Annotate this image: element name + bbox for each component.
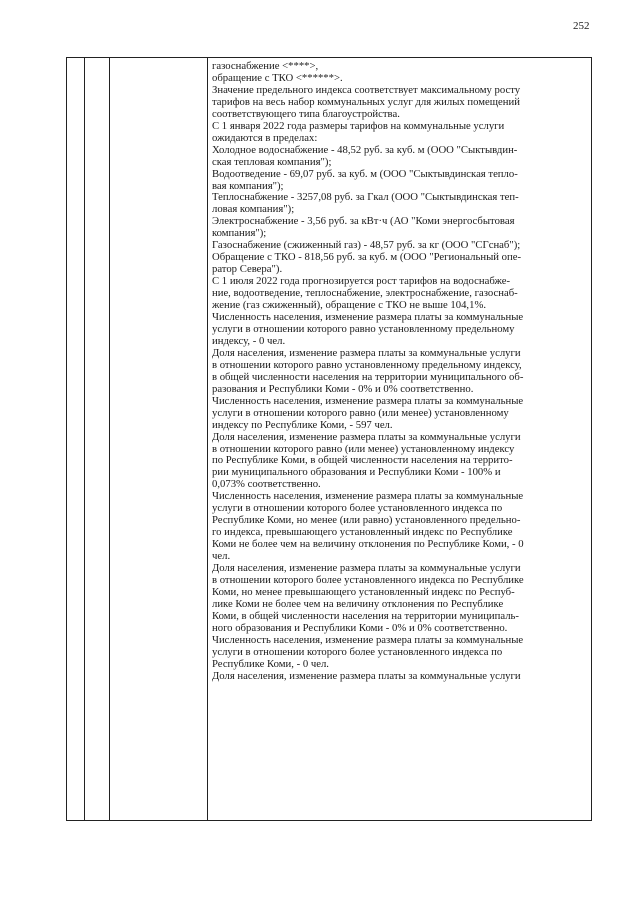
column-separator xyxy=(207,58,208,820)
text-line: ратор Севера"). xyxy=(212,264,283,276)
text-line: по Республике Коми, в общей численности населения на террито- xyxy=(212,455,513,467)
text-line: С 1 июля 2022 года прогнозируется рост тарифов на водоснабже- xyxy=(212,276,511,288)
text-line: Численность населения, изменение размера платы за коммунальные xyxy=(212,634,524,646)
text-line: обращение с ТКО <******>. xyxy=(212,72,343,84)
text-line: Коми, но менее превышающего установленный индекс по Респуб- xyxy=(212,586,515,598)
text-line: индексу по Республике Коми, - 597 чел. xyxy=(212,419,393,431)
text-line: газоснабжение <****>, xyxy=(212,61,319,72)
text-line: тарифов на весь набор коммунальных услуг для жилых помещений xyxy=(212,96,520,108)
text-line: 0,073% соответственно. xyxy=(212,479,321,491)
text-line: ловая компания"); xyxy=(212,204,295,216)
text-line: ние, водоотведение, теплоснабжение, электроснабжение, газоснаб- xyxy=(212,288,518,300)
text-line: Электроснабжение - 3,56 руб. за кВт·ч (АО "Коми энергосбытовая xyxy=(212,216,515,228)
text-line: ская тепловая компания"); xyxy=(212,156,332,168)
text-line: Коми, в общей численности населения на территории муниципаль- xyxy=(212,610,519,622)
text-line: в отношении которого более установленного индекса по Республике xyxy=(212,574,524,586)
text-line: чел. xyxy=(212,551,231,563)
column-separator xyxy=(109,58,110,820)
column-separator xyxy=(84,58,85,820)
text-line: в отношении которого равно (или менее) установленному индексу xyxy=(212,443,515,455)
text-line: Холодное водоснабжение - 48,52 руб. за куб. м (ООО "Сыктывдин- xyxy=(212,144,518,156)
text-line: услуги в отношении которого более установленного индекса по xyxy=(212,503,503,515)
text-line: Численность населения, изменение размера платы за коммунальные xyxy=(212,491,524,503)
text-line: Газоснабжение (сжиженный газ) - 48,57 руб. за кг (ООО "СГснаб"); xyxy=(212,240,521,252)
text-line: Республике Коми, но менее (или равно) установленного предельно- xyxy=(212,515,521,527)
text-line: услуги в отношении которого более установленного индекса по xyxy=(212,646,503,658)
text-line: Численность населения, изменение размера платы за коммунальные xyxy=(212,395,524,407)
text-line: рии муниципального образования и Республики Коми - 100% и xyxy=(212,467,501,479)
text-line: Значение предельного индекса соответствует максимальному росту xyxy=(212,84,521,96)
text-line: услуги в отношении которого равно (или менее) установленному xyxy=(212,407,509,419)
text-line: услуги в отношении которого равно установленному предельному xyxy=(212,323,515,335)
text-line: индексу, - 0 чел. xyxy=(212,335,286,347)
text-line: Водоотведение - 69,07 руб. за куб. м (ООО "Сыктывдинская тепло- xyxy=(212,168,518,180)
text-line: компания"); xyxy=(212,228,267,240)
text-line: в отношении которого равно установленному предельному индексу, xyxy=(212,359,522,371)
table-cell-text xyxy=(212,61,585,683)
text-line: Доля населения, изменение размера платы за коммунальные услуги xyxy=(212,347,521,359)
text-line: Теплоснабжение - 3257,08 руб. за Гкал (ООО "Сыктывдинская теп- xyxy=(212,192,519,204)
text-line: вая компания"); xyxy=(212,180,284,192)
text-line: лике Коми не более чем на величину отклонения по Республике xyxy=(212,598,504,610)
page-number: 252 xyxy=(573,20,590,32)
text-line: Доля населения, изменение размера платы за коммунальные услуги xyxy=(212,670,521,682)
text-line: жение (газ сжиженный), обращение с ТКО не выше 104,1%. xyxy=(212,300,487,312)
text-line: ного образования и Республики Коми - 0% и 0% соответственно. xyxy=(212,622,508,634)
text-line: Коми не более чем на величину отклонения по Республике Коми, - 0 xyxy=(212,539,524,551)
text-line: ожидаются в пределах: xyxy=(212,132,318,144)
text-line: соответствующего типа благоустройства. xyxy=(212,108,400,120)
text-line: С 1 января 2022 года размеры тарифов на коммунальные услуги xyxy=(212,120,505,132)
text-line: в общей численности населения на территории муниципального об- xyxy=(212,371,524,383)
text-line: Доля населения, изменение размера платы за коммунальные услуги xyxy=(212,431,521,443)
text-line: Доля населения, изменение размера платы за коммунальные услуги xyxy=(212,563,521,575)
text-line: Республике Коми, - 0 чел. xyxy=(212,658,329,670)
text-line: Обращение с ТКО - 818,56 руб. за куб. м (ООО "Региональный опе- xyxy=(212,252,522,264)
text-line: го индекса, превышающего установленный индекс по Республике xyxy=(212,527,513,539)
text-line: разования и Республики Коми - 0% и 0% соответственно. xyxy=(212,383,474,395)
text-line: Численность населения, изменение размера платы за коммунальные xyxy=(212,312,524,324)
document-table xyxy=(66,57,592,821)
